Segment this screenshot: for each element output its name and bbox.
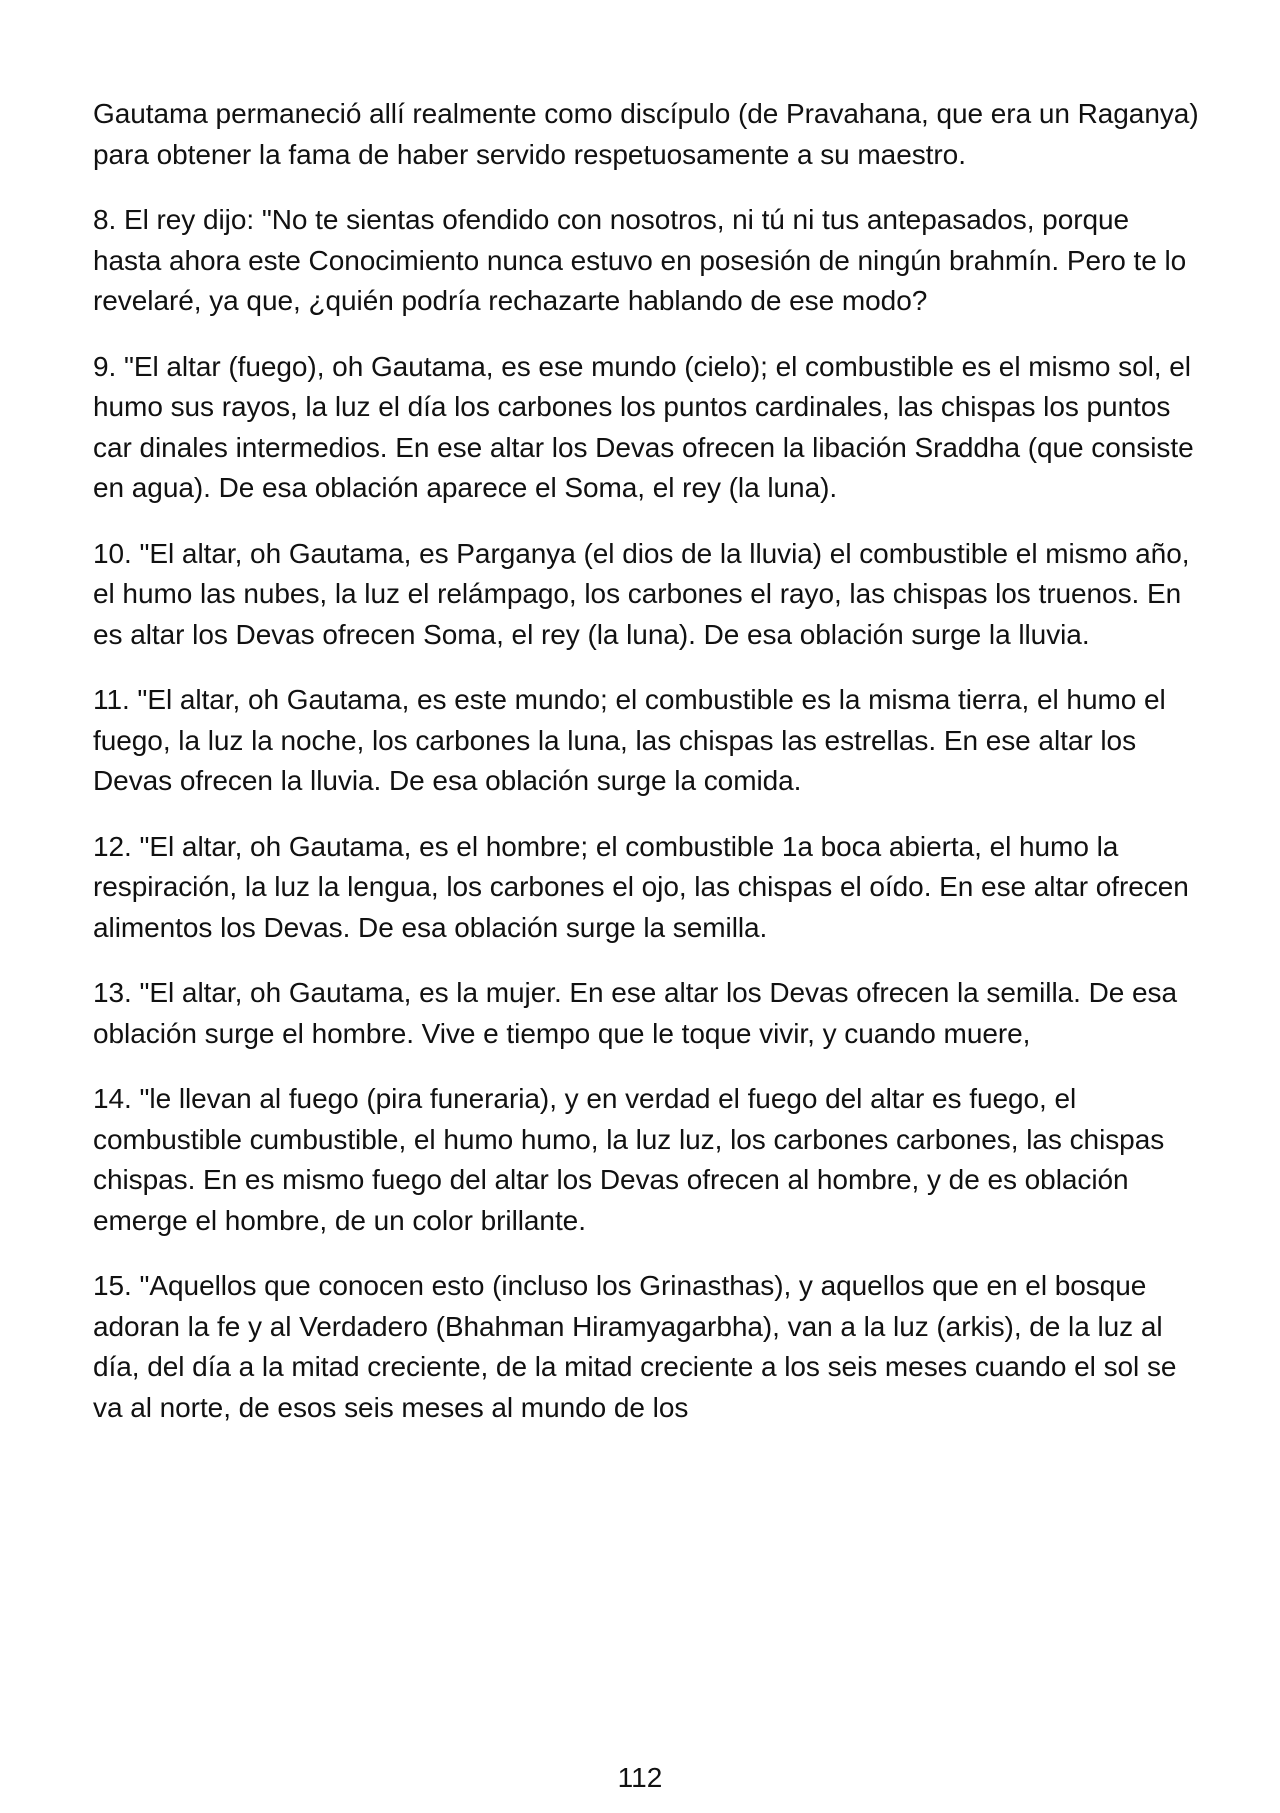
paragraph-12: 12. "El altar, oh Gautama, es el hombre; el combustible 1a boca abierta, el humo la respiración, la luz la lengua, los carbones el ojo, las chispas el oído. En ese altar ofrecen alimentos los Devas. De esa oblación surge la semilla. — [93, 830, 1189, 943]
paragraph-intro: Gautama permaneció allí realmente como discípulo (de Pravahana, que era un Raganya) para obtener la fama de haber servido respetuosamente a su maestro. — [93, 98, 1199, 170]
paragraph-10: 10. "El altar, oh Gautama, es Parganya (el dios de la lluvia) el combustible el mismo año, el humo las nubes, la luz el relámpago, los carbones el rayo, las chispas los truenos. En es altar los Devas ofrecen Soma, el rey (la luna). De esa oblación surge la lluvia. — [93, 537, 1190, 650]
paragraph-9: 9. "El altar (fuego), oh Gautama, es ese mundo (cielo); el combustible es el mismo sol, el humo sus rayos, la luz el día los carbones los puntos cardinales, las chispas los puntos car dinales intermedios. En ese altar los Devas ofrecen la libación Sraddha (que consiste en agua). De esa oblación aparece el Soma, el rey (la luna). — [93, 350, 1194, 503]
paragraph-11: 11. "El altar, oh Gautama, es este mundo; el combustible es la misma tierra, el humo el fuego, la luz la noche, los carbones la luna, las chispas las estrellas. En ese altar los Devas ofrecen la lluvia. De esa oblación surge la comida. — [93, 684, 1166, 796]
paragraph-14: 14. "le llevan al fuego (pira funeraria), y en verdad el fuego del altar es fuego, el combustible cumbustible, el humo humo, la luz luz, los carbones carbones, las chispas chispas. En es mismo fuego del altar los Devas ofrecen al hombre, y de es oblación emerge el hombre, de un color brillante. — [93, 1083, 1165, 1236]
paragraph-15: 15. "Aquellos que conocen esto (incluso los Grinasthas), y aquellos que en el bosque adoran la fe y al Verdadero (Bhahman Hiramyagarbha), van a la luz (arkis), de la luz al día, del día a la mitad creciente, de la mitad creciente a los seis meses cuando el sol se va al norte, de esos seis meses al mundo de los — [93, 1270, 1177, 1423]
page-body — [93, 94, 1203, 1453]
paragraph-13: 13. "El altar, oh Gautama, es la mujer. En ese altar los Devas ofrecen la semilla. De esa oblación surge el hombre. Vive e tiempo que le toque vivir, y cuando muere, — [93, 977, 1178, 1049]
paragraph-8: 8. El rey dijo: "No te sientas ofendido con nosotros, ni tú ni tus antepasados, porque hasta ahora este Conocimiento nunca estuvo en posesión de ningún brahmín. Pero te lo revelaré, ya que, ¿quién podría rechazarte hablando de ese modo? — [93, 204, 1187, 316]
page-number: 112 — [617, 1762, 663, 1793]
